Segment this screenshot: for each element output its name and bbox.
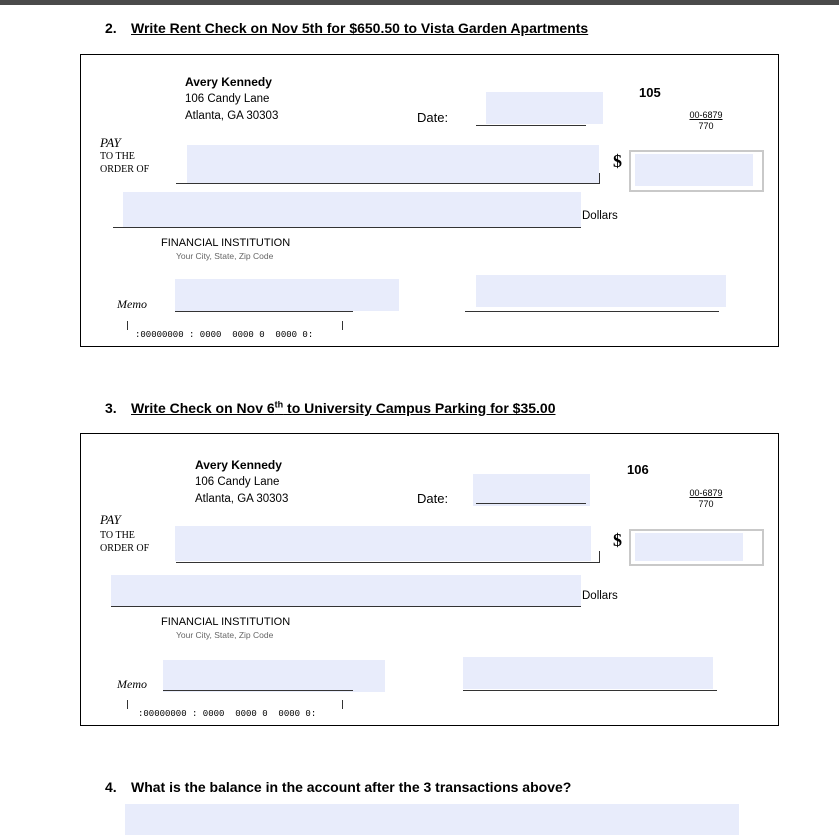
memo-line: [163, 690, 353, 691]
amount-box: [629, 150, 764, 192]
address-line-1: 106 Candy Lane: [195, 476, 280, 488]
to-the-label: TO THE: [100, 151, 135, 162]
date-label: Date:: [417, 110, 449, 125]
memo-label: Memo: [117, 677, 147, 691]
address-line-2: Atlanta, GA 30303: [185, 110, 279, 122]
date-line: [476, 125, 586, 126]
memo-input[interactable]: [163, 660, 385, 692]
payee-line-end: [599, 551, 600, 562]
payee-line: [176, 183, 600, 184]
signature-input[interactable]: [476, 275, 726, 307]
question-2-number: 2.: [105, 20, 117, 36]
question-3-text-after: to University Campus Parking for $35.00: [283, 399, 556, 416]
amount-words-line: [111, 606, 581, 607]
dollar-sign: $: [613, 530, 622, 550]
micr-line: :00000000 : 0000 0000 0 0000 0:: [135, 330, 314, 340]
address-line-2: Atlanta, GA 30303: [195, 493, 289, 505]
order-of-label: ORDER OF: [100, 164, 150, 175]
micr-line: :00000000 : 0000 0000 0 0000 0:: [138, 709, 317, 719]
check-105: [80, 54, 779, 347]
pay-label: PAY: [100, 135, 121, 150]
dollar-sign: $: [613, 151, 622, 171]
question-3-superscript: th: [274, 399, 284, 409]
question-3-text-before: Write Check on Nov 6: [131, 399, 275, 416]
amount-words-input[interactable]: [111, 575, 581, 607]
bank-name: FINANCIAL INSTITUTION: [161, 237, 291, 249]
order-of-label: ORDER OF: [100, 543, 150, 554]
memo-input[interactable]: [175, 279, 399, 311]
bank-address: Your City, State, Zip Code: [176, 251, 274, 261]
check-106: [80, 433, 779, 726]
question-4-number: 4.: [105, 779, 117, 795]
question-2-text: Write Rent Check on Nov 5th for $650.50 to Vista Garden Apartments: [131, 20, 589, 36]
date-input[interactable]: [486, 92, 603, 124]
routing-top: 00-6879: [689, 488, 723, 498]
account-holder-name: Avery Kennedy: [185, 75, 272, 89]
memo-line: [175, 311, 353, 312]
routing-top: 00-6879: [689, 110, 723, 120]
micr-tick: [342, 700, 343, 709]
amount-words-line: [113, 227, 581, 228]
date-line: [476, 503, 586, 504]
dollars-label: Dollars: [582, 590, 618, 602]
bank-name: FINANCIAL INSTITUTION: [161, 616, 291, 628]
amount-words-input[interactable]: [123, 192, 581, 227]
check-number: 105: [639, 85, 661, 100]
micr-tick: [342, 321, 343, 330]
micr-tick: [127, 321, 128, 330]
check-number: 106: [627, 462, 649, 477]
to-the-label: TO THE: [100, 530, 135, 541]
routing-bottom: 770: [698, 121, 714, 131]
pay-label: PAY: [100, 512, 121, 527]
payee-input[interactable]: [175, 526, 591, 561]
signature-line: [465, 311, 719, 312]
routing-bottom: 770: [698, 499, 714, 509]
micr-tick: [127, 700, 128, 709]
payee-line-end: [599, 173, 600, 184]
date-label: Date:: [417, 491, 449, 506]
bank-address: Your City, State, Zip Code: [176, 630, 274, 640]
amount-input[interactable]: [635, 154, 753, 186]
account-holder-name: Avery Kennedy: [195, 458, 282, 472]
routing-fraction: [681, 488, 731, 510]
payee-line: [176, 562, 600, 563]
amount-input[interactable]: [635, 533, 743, 561]
question-4: [105, 779, 571, 795]
question-4-text: What is the balance in the account after the 3 transactions above?: [131, 779, 572, 795]
signature-line: [463, 690, 717, 691]
address-line-1: 106 Candy Lane: [185, 93, 270, 105]
question-3: [105, 399, 556, 416]
date-input[interactable]: [473, 474, 590, 506]
top-border: [0, 0, 839, 5]
memo-label: Memo: [117, 297, 147, 311]
balance-answer-input[interactable]: [125, 804, 739, 835]
amount-box: [629, 529, 764, 566]
payee-input[interactable]: [187, 145, 599, 183]
dollars-label: Dollars: [582, 210, 618, 222]
question-3-number: 3.: [105, 399, 117, 416]
signature-input[interactable]: [463, 657, 713, 689]
routing-fraction: [681, 110, 731, 132]
question-2: [105, 20, 588, 36]
